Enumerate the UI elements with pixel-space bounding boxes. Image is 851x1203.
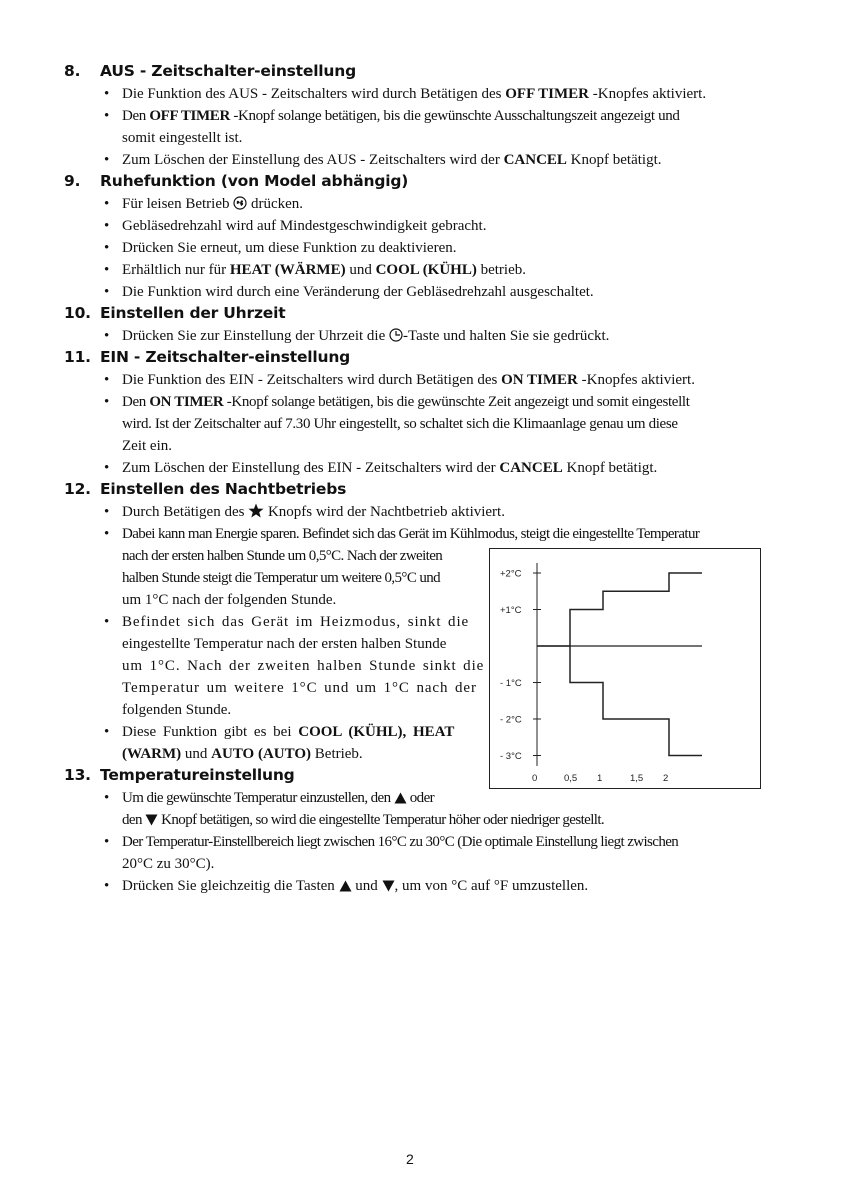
- section-8-heading: [64, 62, 356, 80]
- s11-bullet-1: Die Funktion des EIN - Zeitschalters wird durch Betätigen des ON TIMER -Knopfes aktiviert.: [122, 372, 695, 388]
- bullet: •: [104, 394, 110, 410]
- section-title: Einstellen des Nachtbetriebs: [100, 480, 347, 498]
- s8-bullet-1: Die Funktion des AUS - Zeitschalters wird durch Betätigen des OFF TIMER -Knopfes aktiviert.: [122, 86, 707, 102]
- bullet: •: [104, 460, 110, 476]
- bullet: •: [104, 152, 110, 168]
- s9-bullet-1: Für leisen Betrieb drücken.: [122, 195, 303, 215]
- section-title: Einstellen der Uhrzeit: [100, 304, 286, 322]
- s12-bullet-2-line-3: halben Stunde steigt die Temperatur um weitere 0,5°C und: [122, 570, 441, 586]
- section-number: 9.: [64, 172, 81, 190]
- s12-bullet-3-line-2: eingestellte Temperatur nach der ersten halben Stunde: [122, 636, 447, 652]
- s11-bullet-2: Den ON TIMER -Knopf solange betätigen, bis die gewünschte Zeit angezeigt und somit eingestellt: [122, 394, 690, 410]
- star-icon: [248, 503, 264, 523]
- section-title: AUS - Zeitschalter-einstellung: [100, 62, 356, 80]
- section-title: EIN - Zeitschalter-einstellung: [100, 348, 351, 366]
- x-tick-label: 0: [532, 773, 538, 784]
- s11-bullet-3: Zum Löschen der Einstellung des EIN - Zeitschalters wird der CANCEL Knopf betätigt.: [122, 460, 658, 476]
- y-tick-label: +2°C: [500, 568, 522, 580]
- bullet: •: [104, 834, 110, 850]
- bullet: •: [104, 218, 110, 234]
- bullet: •: [104, 328, 110, 344]
- s9-bullet-4: Erhältlich nur für HEAT (WÄRME) und COOL (KÜHL) betrieb.: [122, 262, 527, 278]
- clock-icon: [389, 328, 403, 347]
- bullet: •: [104, 372, 110, 388]
- bullet: •: [104, 790, 110, 806]
- y-tick-label: - 3°C: [500, 751, 522, 762]
- s12-bullet-2-line-2: nach der ersten halben Stunde um 0,5°C. Nach der zweiten: [122, 548, 443, 564]
- section-9-heading: [64, 172, 408, 190]
- section-number: 11.: [64, 348, 91, 366]
- section-number: 10.: [64, 304, 91, 322]
- section-11-heading: [64, 348, 350, 366]
- s12-bullet-1: Durch Betätigen des Knopfs wird der Nachtbetrieb aktiviert.: [122, 503, 505, 523]
- bullet: •: [104, 526, 110, 542]
- bullet: •: [104, 108, 110, 124]
- s9-bullet-5: Die Funktion wird durch eine Veränderung der Gebläsedrehzahl ausgeschaltet.: [122, 284, 594, 300]
- page-number: 2: [406, 1151, 414, 1167]
- section-title: Ruhefunktion (von Model abhängig): [100, 172, 409, 190]
- section-number: 12.: [64, 480, 91, 498]
- s13-bullet-2-line-2: 20°C zu 30°C).: [122, 856, 215, 872]
- s9-bullet-2: Gebläsedrehzahl wird auf Mindestgeschwindigkeit gebracht.: [122, 218, 487, 234]
- s13-bullet-1-line-1: Um die gewünschte Temperatur einzustellen, den oder: [122, 789, 434, 809]
- down-arrow-icon: [382, 879, 395, 897]
- s8-bullet-2-cont: somit eingestellt ist.: [122, 130, 243, 146]
- bullet: •: [104, 262, 110, 278]
- section-13-heading: [64, 766, 295, 784]
- x-tick-label: 1,5: [630, 773, 644, 784]
- y-tick-label: - 1°C: [500, 678, 522, 689]
- sleep-fan-icon: [233, 196, 247, 215]
- cooling-mode-line: [537, 573, 702, 646]
- chart-svg: [490, 549, 762, 790]
- s12-bullet-4-line-1: Diese Funktion gibt es bei COOL (KÜHL), HEAT: [122, 724, 455, 740]
- s9-bullet-3: Drücken Sie erneut, um diese Funktion zu deaktivieren.: [122, 240, 457, 256]
- y-tick-label: - 2°C: [500, 714, 522, 726]
- s11-bullet-2-cont1: wird. Ist der Zeitschalter auf 7.30 Uhr eingestellt, so schaltet sich die Klimaanlage genau um diese: [122, 416, 678, 432]
- section-10-heading: [64, 304, 285, 322]
- x-tick-label: 0,5: [564, 773, 578, 784]
- s11-bullet-2-cont2: Zeit ein.: [122, 438, 172, 454]
- y-tick-label: +1°C: [500, 605, 522, 616]
- bullet: •: [104, 614, 110, 630]
- s13-bullet-2-line-1: Der Temperatur-Einstellbereich liegt zwischen 16°C zu 30°C (Die optimale Einstellung liegt zwischen: [122, 834, 679, 850]
- s12-bullet-3-line-1: Befindet sich das Gerät im Heizmodus, sinkt die: [122, 614, 470, 630]
- x-tick-label: 2: [663, 773, 669, 784]
- heating-mode-line: [570, 646, 702, 756]
- bullet: •: [104, 86, 110, 102]
- section-number: 13.: [64, 766, 91, 784]
- s12-bullet-2-line-4: um 1°C nach der folgenden Stunde.: [122, 592, 337, 608]
- s12-bullet-4-line-2: (WARM) und AUTO (AUTO) Betrieb.: [122, 746, 363, 762]
- bullet: •: [104, 240, 110, 256]
- s10-bullet-1: Drücken Sie zur Einstellung der Uhrzeit die -Taste und halten Sie sie gedrückt.: [122, 327, 609, 347]
- section-number: 8.: [64, 62, 81, 80]
- s13-bullet-1-line-2: den Knopf betätigen, so wird die eingestellte Temperatur höher oder niedriger gestellt.: [122, 811, 604, 831]
- s8-bullet-3: Zum Löschen der Einstellung des AUS - Zeitschalters wird der CANCEL Knopf betätigt.: [122, 152, 662, 168]
- s8-bullet-2: Den OFF TIMER -Knopf solange betätigen, bis die gewünschte Ausschaltungszeit angezeigt und: [122, 108, 680, 124]
- s12-bullet-3-line-5: folgenden Stunde.: [122, 702, 232, 718]
- section-12-heading: [64, 480, 346, 498]
- bullet: •: [104, 196, 110, 212]
- bullet: •: [104, 284, 110, 300]
- down-arrow-icon: [145, 813, 158, 831]
- s12-bullet-3-line-4: Temperatur um weitere 1°C und um 1°C nach der: [122, 680, 477, 696]
- bullet: •: [104, 724, 110, 740]
- bullet: •: [104, 504, 110, 520]
- s12-bullet-3-line-3: um 1°C. Nach der zweiten halben Stunde sinkt die: [122, 658, 485, 674]
- section-title: Temperatureinstellung: [100, 766, 295, 784]
- s12-bullet-2-line-1: Dabei kann man Energie sparen. Befindet sich das Gerät im Kühlmodus, steigt die eingestellte Temperatur: [122, 526, 700, 542]
- x-tick-label: 1: [597, 773, 603, 784]
- up-arrow-icon: [394, 791, 407, 809]
- night-mode-temperature-chart: [489, 548, 761, 789]
- s13-bullet-3: Drücken Sie gleichzeitig die Tasten und , um von °C auf °F umzustellen.: [122, 877, 588, 897]
- bullet: •: [104, 878, 110, 894]
- up-arrow-icon: [339, 879, 352, 897]
